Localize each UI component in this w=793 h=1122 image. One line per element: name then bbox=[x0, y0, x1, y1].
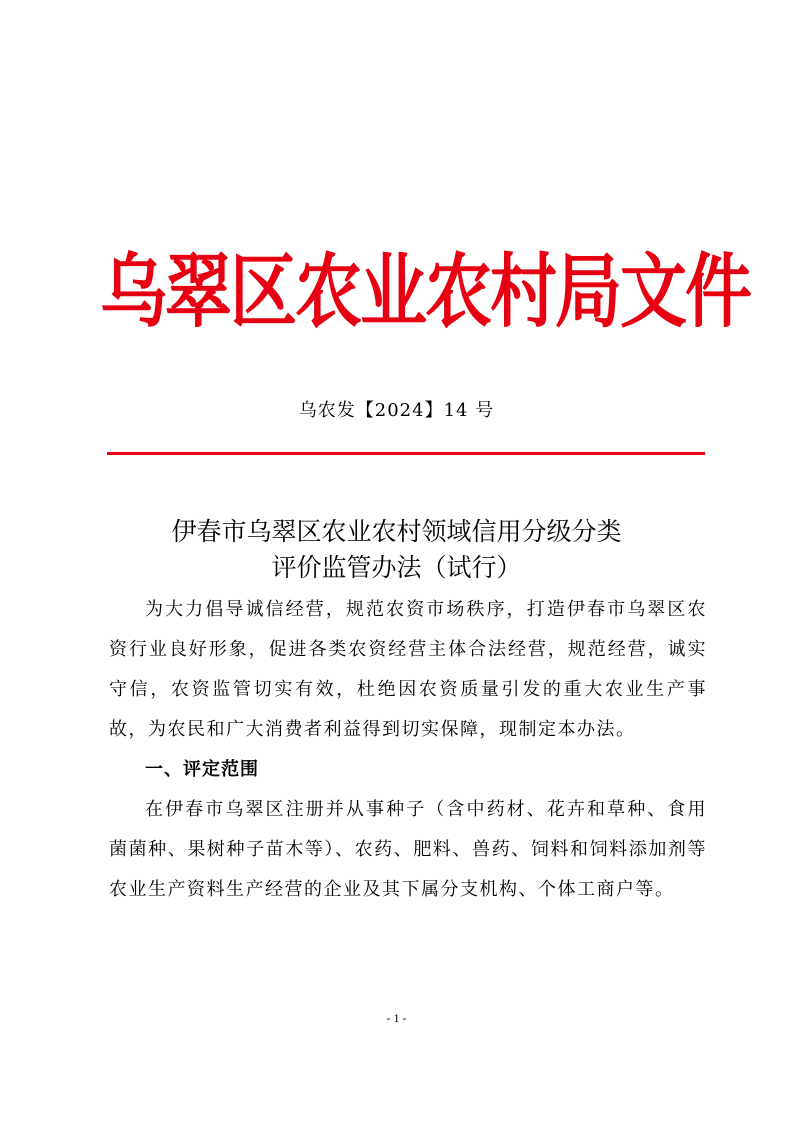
red-separator-line bbox=[107, 452, 705, 455]
masthead-title: 乌翠区农业农村局文件 bbox=[100, 244, 750, 339]
document-title-line-2: 评价监管办法（试行） bbox=[271, 553, 522, 582]
scope-paragraph: 在伊春市乌翠区注册并从事种子（含中药材、花卉和草种、食用菌菌种、果树种子苗木等）、农药、肥料、兽药、饲料和饲料添加剂等农业生产资料生产经营的企业及其下属分支机构、个体工商户等。 bbox=[109, 799, 707, 900]
page-number: - 1 - bbox=[386, 1011, 407, 1025]
document-number: 乌农发【2024】14 号 bbox=[298, 400, 495, 421]
section-heading-scope: 一、评定范围 bbox=[145, 759, 259, 780]
intro-paragraph: 为大力倡导诚信经营，规范农资市场秩序，打造伊春市乌翠区农资行业良好形象，促进各类农资经营主体合法经营，规范经营，诚实守信，农资监管切实有效，杜绝因农资质量引发的重大农业生产事故，为农民和广大消费者利益得到切实保障，现制定本办法。 bbox=[109, 599, 707, 740]
document-title-line-1: 伊春市乌翠区农业农村领域信用分级分类 bbox=[171, 517, 622, 546]
document-title bbox=[100, 514, 693, 586]
document-body bbox=[109, 590, 707, 910]
